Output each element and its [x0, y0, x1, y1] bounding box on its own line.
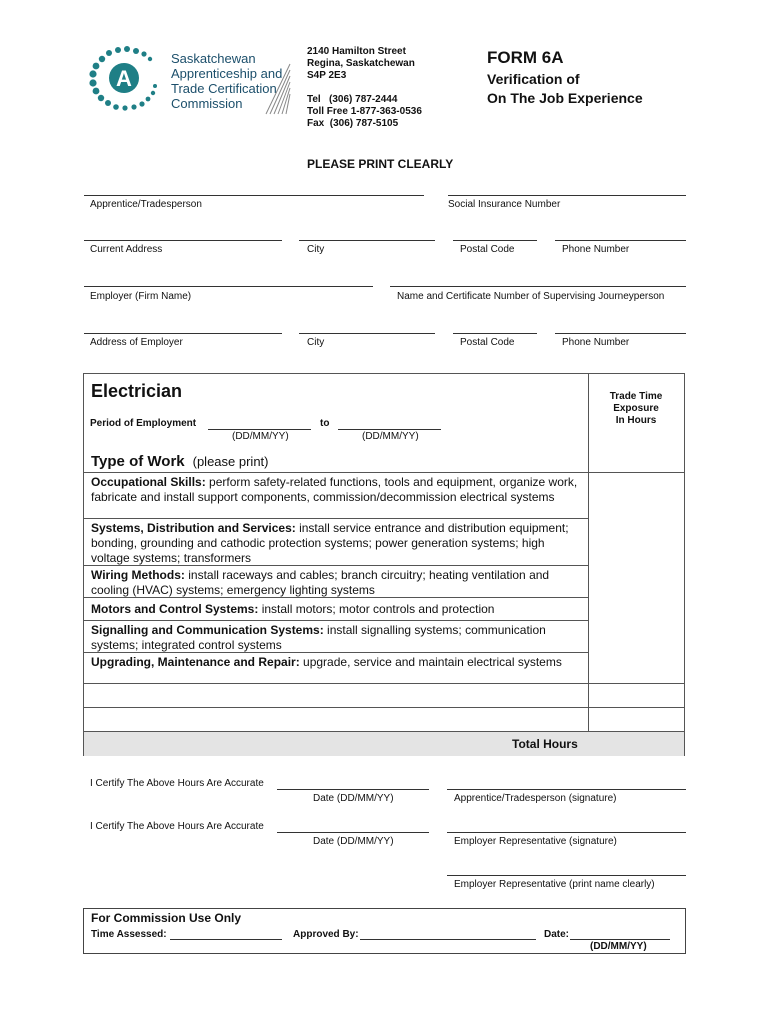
instruction: PLEASE PRINT CLEARLY — [307, 157, 454, 171]
apprentice-field[interactable] — [84, 195, 424, 196]
period-to: to — [320, 418, 330, 429]
date-label: Date (DD/MM/YY) — [313, 836, 394, 847]
employer-date-field[interactable] — [277, 832, 429, 833]
phone-field[interactable] — [555, 240, 686, 241]
row-text: install service entrance and distribution equipment; bonding, grounding and cathodic protection systems; power generation systems; high voltage systems; transformers — [91, 521, 569, 565]
employer-postal-label: Postal Code — [460, 337, 515, 348]
date-label: Date (DD/MM/YY) — [313, 793, 394, 804]
employer-name-label: Employer Representative (print name clearly) — [454, 879, 655, 890]
work-row-wiring[interactable] — [84, 565, 588, 597]
city-label: City — [307, 244, 325, 255]
time-assessed-label: Time Assessed: — [91, 929, 167, 940]
work-row-signalling[interactable] — [84, 620, 588, 652]
address-fax: Fax (306) 787-5105 — [307, 118, 399, 129]
approved-by-label: Approved By: — [293, 929, 359, 940]
form-title-line: On The Job Experience — [487, 90, 643, 106]
logo-swoosh — [262, 62, 292, 117]
row-text: install signalling systems; communication systems; integrated control systems — [91, 623, 546, 652]
please-print-note: (please print) — [192, 454, 269, 469]
employer-address-field[interactable] — [84, 333, 282, 334]
logo-letter: A — [116, 66, 132, 91]
address-city: Regina, Saskatchewan — [307, 58, 415, 69]
time-assessed-field[interactable] — [170, 939, 282, 940]
trade-name: Electrician — [91, 381, 183, 401]
row-title: Systems, Distribution and Services: — [91, 521, 296, 535]
commission-title: For Commission Use Only — [91, 911, 242, 925]
form-title-line: Verification of — [487, 71, 580, 87]
address-postal: S4P 2E3 — [307, 70, 347, 81]
row-text: upgrade, service and maintain electrical systems — [299, 655, 562, 669]
row-title: Motors and Control Systems: — [91, 602, 259, 616]
postal-code-field[interactable] — [453, 240, 537, 241]
sin-label: Social Insurance Number — [448, 199, 561, 210]
employer-field[interactable] — [84, 286, 373, 287]
trade-time-line: In Hours — [615, 415, 657, 426]
form-number: FORM 6A — [487, 48, 564, 67]
logo-line: Saskatchewan — [171, 51, 256, 66]
logo-line: Apprenticeship and — [171, 66, 283, 81]
logo-line: Trade Certification — [171, 81, 277, 96]
current-address-label: Current Address — [90, 244, 163, 255]
period-label: Period of Employment — [90, 418, 197, 429]
row-text: perform safety-related functions, tools and equipment, organize work, fabricate and install support components, commission/decommission electrical systems — [91, 475, 578, 504]
type-of-work-heading — [91, 453, 269, 470]
journeyperson-field[interactable] — [390, 286, 686, 287]
employer-phone-label: Phone Number — [562, 337, 630, 348]
trade-time-header — [586, 391, 686, 427]
row-text: install motors; motor controls and protection — [258, 602, 495, 616]
row-title: Signalling and Communication Systems: — [91, 623, 324, 637]
trade-time-line: Trade Time — [609, 391, 663, 402]
apprentice-label: Apprentice/Tradesperson — [90, 199, 202, 210]
blank-row-divider — [84, 683, 685, 684]
row-title: Upgrading, Maintenance and Repair: — [91, 655, 300, 669]
blank-row-divider — [84, 707, 685, 708]
current-address-field[interactable] — [84, 240, 282, 241]
work-row-occupational[interactable] — [84, 473, 588, 519]
period-end-field[interactable] — [338, 429, 441, 430]
hours-column-divider — [588, 374, 589, 755]
address-tollfree: Toll Free 1-877-363-0536 — [307, 106, 422, 117]
phone-label: Phone Number — [562, 244, 630, 255]
row-title: Wiring Methods: — [91, 568, 185, 582]
office-address — [307, 46, 422, 130]
work-row-systems[interactable] — [84, 518, 588, 565]
approved-by-field[interactable] — [360, 939, 536, 940]
period-end-format: (DD/MM/YY) — [362, 431, 419, 442]
commission-date-format: (DD/MM/YY) — [590, 941, 647, 952]
trade-time-line: Exposure — [613, 403, 659, 414]
work-row-upgrading[interactable] — [84, 652, 588, 683]
journeyperson-label: Name and Certificate Number of Supervising Journeyperson — [397, 291, 665, 302]
total-hours-row — [84, 731, 684, 756]
address-street: 2140 Hamilton Street — [307, 46, 406, 57]
certify-statement: I Certify The Above Hours Are Accurate — [90, 821, 264, 832]
logo-line: Commission — [171, 96, 243, 111]
certify-statement: I Certify The Above Hours Are Accurate — [90, 778, 264, 789]
commission-date-label: Date: — [544, 929, 570, 940]
address-tel: Tel (306) 787-2444 — [307, 94, 398, 105]
row-text: install raceways and cables; branch circuitry; heating ventilation and cooling (HVAC) systems; emergency lighting systems — [91, 568, 550, 597]
total-hours-label: Total Hours — [512, 737, 578, 751]
commission-date-field[interactable] — [570, 939, 670, 940]
employer-city-label: City — [307, 337, 325, 348]
employer-address-label: Address of Employer — [90, 337, 183, 348]
row-title: Occupational Skills: — [91, 475, 206, 489]
apprentice-date-field[interactable] — [277, 789, 429, 790]
employer-phone-field[interactable] — [555, 333, 686, 334]
type-of-work-title: Type of Work — [91, 453, 185, 470]
sin-field[interactable] — [448, 195, 686, 196]
postal-code-label: Postal Code — [460, 244, 515, 255]
city-field[interactable] — [299, 240, 435, 241]
period-start-format: (DD/MM/YY) — [232, 431, 289, 442]
form-title — [487, 70, 643, 108]
hours-divider — [588, 472, 685, 473]
employer-label: Employer (Firm Name) — [90, 291, 192, 302]
employer-postal-field[interactable] — [453, 333, 537, 334]
employer-signature-field[interactable] — [447, 832, 686, 833]
sattc-logo — [84, 44, 164, 114]
work-row-motors[interactable] — [84, 597, 588, 620]
apprentice-signature-label: Apprentice/Tradesperson (signature) — [454, 793, 617, 804]
apprentice-signature-field[interactable] — [447, 789, 686, 790]
employer-name-field[interactable] — [447, 875, 686, 876]
period-start-field[interactable] — [208, 429, 311, 430]
employer-signature-label: Employer Representative (signature) — [454, 836, 617, 847]
employer-city-field[interactable] — [299, 333, 435, 334]
